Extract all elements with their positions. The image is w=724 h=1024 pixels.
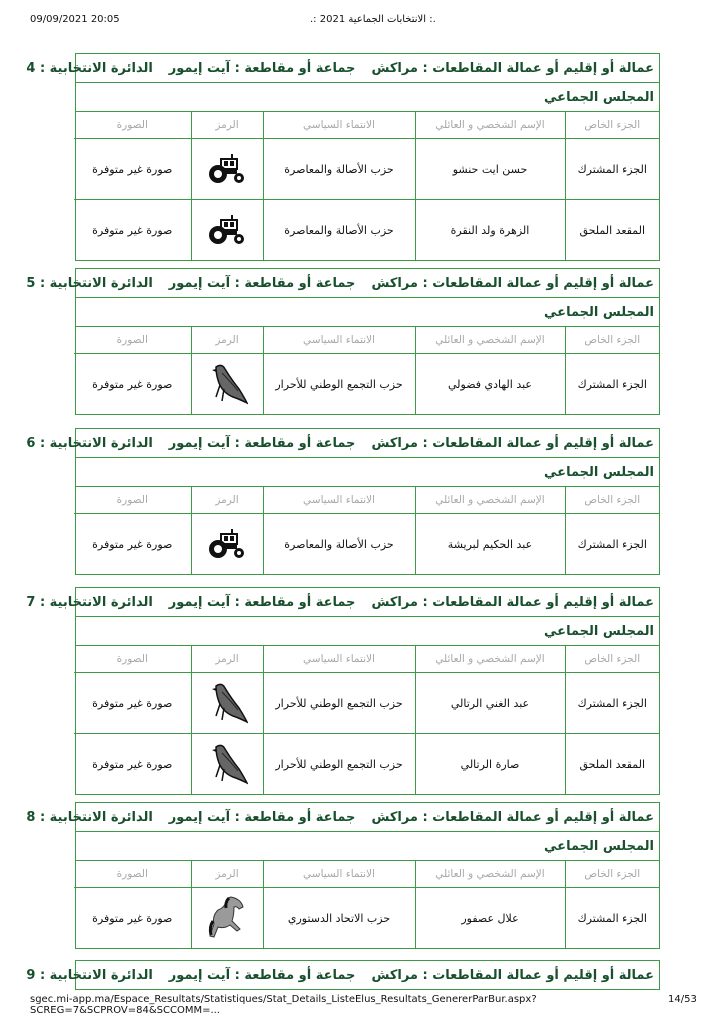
tractor-icon: [193, 528, 262, 560]
district-header: [26, 269, 659, 298]
party-symbol: [191, 200, 263, 261]
council-title: المجلس الجماعي: [76, 458, 659, 487]
column-header: الرمز: [191, 112, 263, 139]
column-header: الصورة: [74, 861, 191, 888]
photo-cell: صورة غير متوفرة: [92, 537, 173, 551]
column-header: الجزء الخاص: [565, 646, 659, 673]
district-header: [26, 588, 659, 617]
dove-icon: [193, 680, 262, 726]
district-header: [26, 803, 659, 832]
column-header: الجزء الخاص: [565, 861, 659, 888]
council-title: المجلس الجماعي: [76, 617, 659, 646]
column-header: الانتماء السياسي: [263, 327, 415, 354]
elected-name: صارة الرتالي: [415, 734, 565, 795]
dove-icon: [193, 361, 262, 407]
prefecture-label: عمالة أو إقليم أو عمالة المقاطعات : مراكش: [371, 435, 654, 451]
photo-cell: صورة غير متوفرة: [92, 377, 173, 391]
photo-cell: صورة غير متوفرة: [92, 757, 173, 771]
column-header: الإسم الشخصي و العائلي: [415, 861, 565, 888]
district-label: الدائرة الانتخابية : 4: [26, 60, 153, 76]
column-header: الإسم الشخصي و العائلي: [415, 487, 565, 514]
elected-name: عبد الهادي فضولي: [415, 354, 565, 415]
seat-part: المقعد الملحق: [565, 200, 659, 261]
party-name: حزب الأصالة والمعاصرة: [263, 139, 415, 200]
elected-table: [74, 112, 659, 260]
party-name: حزب الأصالة والمعاصرة: [263, 200, 415, 261]
seat-part: الجزء المشترك: [565, 514, 659, 575]
table-row: [74, 673, 659, 734]
column-header: الإسم الشخصي و العائلي: [415, 112, 565, 139]
column-header: الجزء الخاص: [565, 327, 659, 354]
district-block-7: [26, 587, 660, 795]
table-row: [74, 200, 659, 261]
party-name: حزب التجمع الوطني للأحرار: [263, 734, 415, 795]
elected-table: [74, 487, 659, 574]
party-name: حزب التجمع الوطني للأحرار: [263, 673, 415, 734]
district-block-9: [26, 960, 660, 990]
tractor-icon: [193, 214, 262, 246]
column-header: الإسم الشخصي و العائلي: [415, 646, 565, 673]
column-header: الصورة: [74, 646, 191, 673]
elected-table: [74, 327, 659, 414]
column-header: الرمز: [191, 327, 263, 354]
table-header-row: [74, 646, 659, 673]
district-label: الدائرة الانتخابية : 8: [26, 809, 153, 825]
party-symbol: [191, 673, 263, 734]
seat-part: الجزء المشترك: [565, 354, 659, 415]
elected-name: حسن ايت حنشو: [415, 139, 565, 200]
table-row: [74, 354, 659, 415]
elected-name: علال عصفور: [415, 888, 565, 949]
party-name: حزب الأصالة والمعاصرة: [263, 514, 415, 575]
table-header-row: [74, 112, 659, 139]
column-header: الانتماء السياسي: [263, 112, 415, 139]
prefecture-label: عمالة أو إقليم أو عمالة المقاطعات : مراكش: [371, 809, 654, 825]
table-header-row: [74, 327, 659, 354]
elected-table: [74, 861, 659, 948]
seat-part: المقعد الملحق: [565, 734, 659, 795]
commune-label: جماعة أو مقاطعة : آيت إيمور: [168, 967, 356, 983]
elected-name: عبد الحكيم لبريشة: [415, 514, 565, 575]
commune-label: جماعة أو مقاطعة : آيت إيمور: [168, 809, 356, 825]
party-symbol: [191, 139, 263, 200]
column-header: الصورة: [74, 327, 191, 354]
elected-name: عبد الغني الرتالي: [415, 673, 565, 734]
photo-cell: صورة غير متوفرة: [74, 139, 191, 200]
district-label: الدائرة الانتخابية : 6: [26, 435, 153, 451]
column-header: الصورة: [74, 112, 191, 139]
council-title: المجلس الجماعي: [76, 298, 659, 327]
print-title: .: الانتخابات الجماعية 2021 :.: [310, 14, 436, 25]
table-header-row: [74, 861, 659, 888]
prefecture-label: عمالة أو إقليم أو عمالة المقاطعات : مراكش: [371, 275, 654, 291]
district-label: الدائرة الانتخابية : 9: [26, 967, 153, 983]
column-header: الرمز: [191, 861, 263, 888]
table-row: [74, 514, 659, 575]
photo-cell: صورة غير متوفرة: [92, 223, 173, 237]
prefecture-label: عمالة أو إقليم أو عمالة المقاطعات : مراكش: [371, 60, 654, 76]
column-header: الرمز: [191, 646, 263, 673]
party-name: حزب التجمع الوطني للأحرار: [263, 354, 415, 415]
district-header: [26, 961, 659, 990]
council-title: المجلس الجماعي: [76, 832, 659, 861]
table-row: [74, 139, 659, 200]
column-header: الانتماء السياسي: [263, 646, 415, 673]
column-header: الجزء الخاص: [565, 112, 659, 139]
commune-label: جماعة أو مقاطعة : آيت إيمور: [168, 60, 356, 76]
column-header: الانتماء السياسي: [263, 861, 415, 888]
council-title: المجلس الجماعي: [76, 83, 659, 112]
party-name: حزب الاتحاد الدستوري: [263, 888, 415, 949]
seat-part: الجزء المشترك: [565, 139, 659, 200]
elected-table: [74, 646, 659, 794]
district-label: الدائرة الانتخابية : 5: [26, 275, 153, 291]
print-datetime: 09/09/2021 20:05: [30, 14, 120, 25]
column-header: الصورة: [74, 487, 191, 514]
column-header: الجزء الخاص: [565, 487, 659, 514]
district-header: [26, 429, 659, 458]
page-number: 14/53: [668, 994, 697, 1005]
district-header: [26, 54, 659, 83]
prefecture-label: عمالة أو إقليم أو عمالة المقاطعات : مراكش: [371, 967, 654, 983]
party-symbol: [191, 888, 263, 949]
horse-icon: [193, 895, 262, 941]
district-block-5: [26, 268, 660, 415]
photo-cell: صورة غير متوفرة: [74, 673, 191, 734]
print-url: sgec.mi-app.ma/Espace_Resultats/Statistiques/Stat_Details_ListeElus_Resultats_GenererParBur.aspx?SCREG=7&SCPROV=84&SCCOMM=...: [30, 994, 537, 1016]
district-block-4: [26, 53, 660, 261]
district-block-8: [26, 802, 660, 949]
commune-label: جماعة أو مقاطعة : آيت إيمور: [168, 275, 356, 291]
party-symbol: [191, 354, 263, 415]
district-label: الدائرة الانتخابية : 7: [26, 594, 153, 610]
commune-label: جماعة أو مقاطعة : آيت إيمور: [168, 594, 356, 610]
elected-name: الزهرة ولد النقرة: [415, 200, 565, 261]
dove-icon: [193, 741, 262, 787]
seat-part: الجزء المشترك: [565, 673, 659, 734]
column-header: الانتماء السياسي: [263, 487, 415, 514]
party-symbol: [191, 734, 263, 795]
table-header-row: [74, 487, 659, 514]
column-header: الرمز: [191, 487, 263, 514]
district-block-6: [26, 428, 660, 575]
party-symbol: [191, 514, 263, 575]
tractor-icon: [193, 153, 262, 185]
table-row: [74, 888, 659, 949]
prefecture-label: عمالة أو إقليم أو عمالة المقاطعات : مراكش: [371, 594, 654, 610]
seat-part: الجزء المشترك: [565, 888, 659, 949]
column-header: الإسم الشخصي و العائلي: [415, 327, 565, 354]
photo-cell: صورة غير متوفرة: [92, 911, 173, 925]
commune-label: جماعة أو مقاطعة : آيت إيمور: [168, 435, 356, 451]
table-row: [74, 734, 659, 795]
